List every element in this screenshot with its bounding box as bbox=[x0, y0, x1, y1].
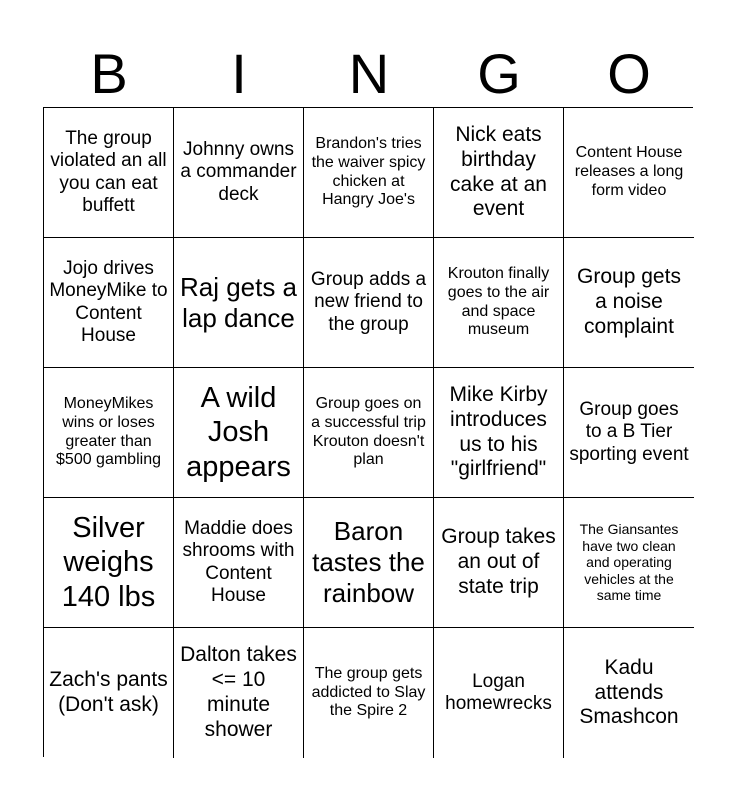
bingo-cell-r5c5[interactable] bbox=[564, 628, 694, 758]
bingo-cell-r5c2[interactable] bbox=[174, 628, 304, 758]
cell-text: A wild Josh appears bbox=[186, 382, 291, 483]
bingo-cell-r3c5[interactable] bbox=[564, 368, 694, 498]
cell-text: Dalton takes <= 10 minute shower bbox=[180, 643, 297, 741]
cell-text: Group takes an out of state trip bbox=[441, 525, 556, 598]
cell-text: Jojo drives MoneyMike to Content House bbox=[49, 257, 168, 346]
bingo-cell-r5c4[interactable] bbox=[434, 628, 564, 758]
bingo-cell-r1c3[interactable] bbox=[304, 108, 434, 238]
bingo-cell-r4c1[interactable] bbox=[44, 498, 174, 628]
bingo-cell-r3c3[interactable] bbox=[304, 368, 434, 498]
bingo-cell-r5c3[interactable] bbox=[304, 628, 434, 758]
bingo-cell-r4c5[interactable] bbox=[564, 498, 694, 628]
bingo-cell-r4c4[interactable] bbox=[434, 498, 564, 628]
header-letter-b: B bbox=[90, 42, 128, 105]
bingo-cell-r1c2[interactable] bbox=[174, 108, 304, 238]
bingo-cell-r2c4[interactable] bbox=[434, 238, 564, 368]
bingo-header bbox=[44, 40, 694, 108]
cell-text: Brandon's tries the waiver spicy chicken at Hangry Joe's bbox=[311, 134, 426, 209]
bingo-cell-r4c3[interactable] bbox=[304, 498, 434, 628]
bingo-cell-r2c3[interactable] bbox=[304, 238, 434, 368]
bingo-cell-r3c2[interactable] bbox=[174, 368, 304, 498]
cell-text: Krouton finally goes to the air and space museum bbox=[447, 264, 550, 339]
bingo-cell-r3c1[interactable] bbox=[44, 368, 174, 498]
cell-text: The group gets addicted to Slay the Spire 2 bbox=[311, 664, 426, 720]
cell-text: Group adds a new friend to the group bbox=[310, 268, 427, 335]
cell-text: Group gets a noise complaint bbox=[577, 265, 681, 338]
bingo-cell-r2c5[interactable] bbox=[564, 238, 694, 368]
cell-text: Logan homewrecks bbox=[445, 670, 552, 714]
bingo-cell-r4c2[interactable] bbox=[174, 498, 304, 628]
bingo-cell-r1c1[interactable] bbox=[44, 108, 174, 238]
header-letter-n: N bbox=[348, 42, 390, 105]
cell-text: MoneyMikes wins or loses greater than $500 gambling bbox=[56, 394, 161, 469]
cell-text: Group goes to a B Tier sporting event bbox=[569, 398, 689, 465]
cell-text: Group goes on a successful trip Krouton doesn't plan bbox=[311, 394, 426, 469]
bingo-cell-r3c4[interactable] bbox=[434, 368, 564, 498]
cell-text: Content House releases a long form video bbox=[574, 144, 684, 199]
header-letter-i: I bbox=[231, 42, 247, 105]
header-letter-o: O bbox=[607, 42, 651, 105]
bingo-cell-r2c2[interactable] bbox=[174, 238, 304, 368]
cell-text: Zach's pants (Don't ask) bbox=[49, 668, 168, 716]
cell-text: Kadu attends Smashcon bbox=[579, 655, 679, 729]
bingo-cell-r1c4[interactable] bbox=[434, 108, 564, 238]
cell-text: Maddie does shrooms with Content House bbox=[182, 517, 295, 606]
cell-text: The Giansantes have two clean and operating vehicles at the same time bbox=[579, 521, 679, 604]
bingo-cell-r1c5[interactable] bbox=[564, 108, 694, 238]
cell-text: Silver weighs 140 lbs bbox=[61, 512, 156, 613]
cell-text: Nick eats birthday cake at an event bbox=[450, 122, 547, 221]
cell-text: Baron tastes the rainbow bbox=[312, 516, 425, 608]
cell-text: Raj gets a lap dance bbox=[179, 271, 298, 333]
bingo-cell-r5c1[interactable] bbox=[44, 628, 174, 758]
cell-text: Mike Kirby introduces us to his "girlfriend" bbox=[449, 382, 548, 481]
bingo-cell-r2c1[interactable] bbox=[44, 238, 174, 368]
bingo-board bbox=[43, 107, 693, 757]
cell-text: The group violated an all you can eat buffett bbox=[50, 127, 167, 216]
header-letter-g: G bbox=[477, 42, 521, 105]
cell-text: Johnny owns a commander deck bbox=[180, 138, 297, 205]
